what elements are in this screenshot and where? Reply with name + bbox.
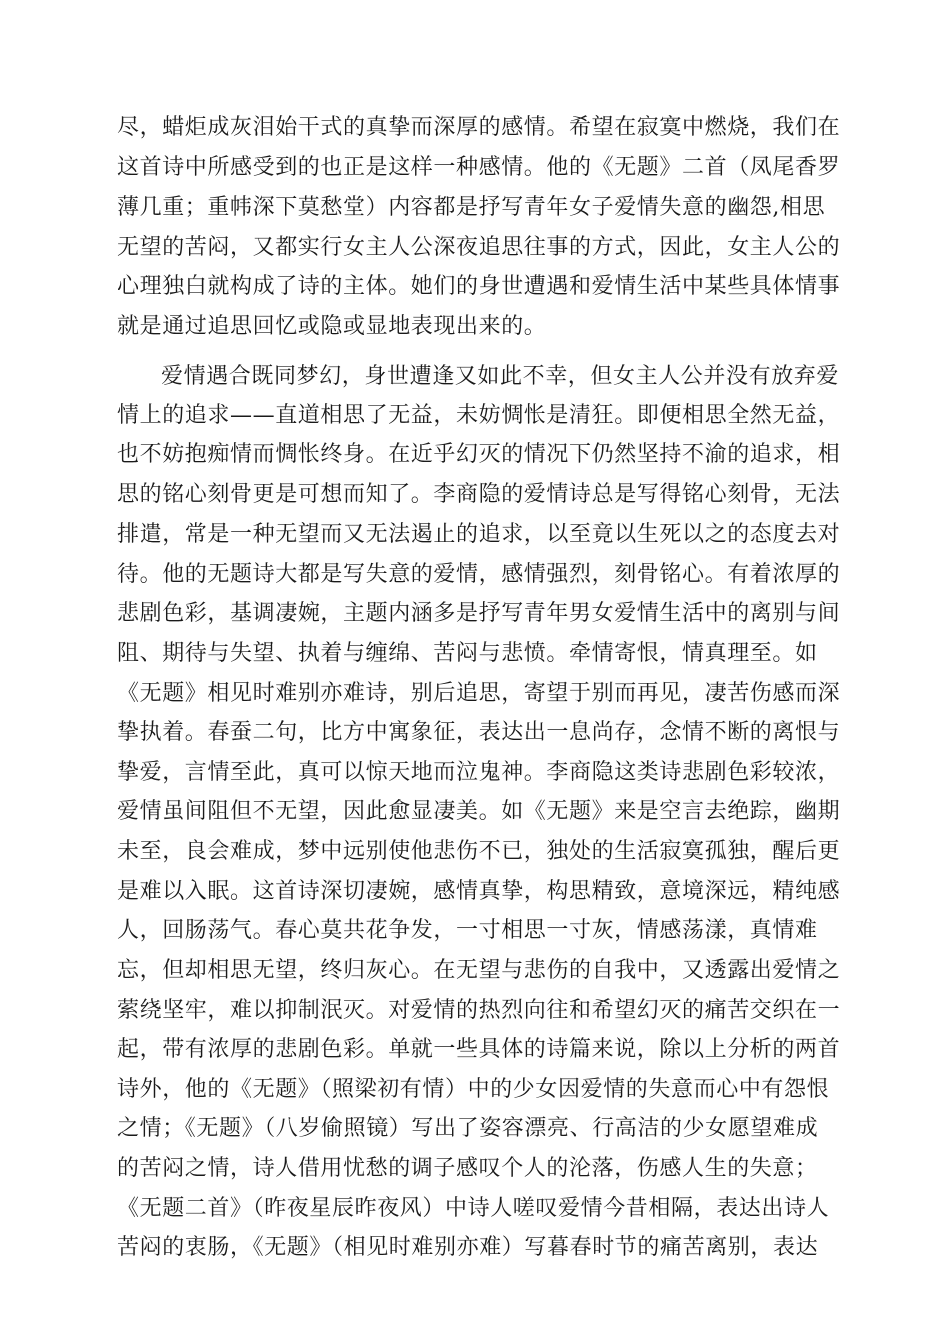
text-line: 起，带有浓厚的悲剧色彩。单就一些具体的诗篇来说，除以上分析的两首	[117, 1037, 841, 1062]
text-line: 《无题》相见时难别亦难诗，别后追思，寄望于别而再见，凄苦伤感而深	[117, 681, 841, 706]
text-line: 就是通过追思回忆或隐或显地表现出来的。	[117, 314, 547, 339]
text-line: 挚执着。春蚕二句，比方中寓象征，表达出一息尚存，念情不断的离恨与	[117, 720, 841, 745]
text-line: 《无题二首》（昨夜星辰昨夜风）中诗人嗟叹爱情今昔相隔，表达出诗人	[117, 1196, 830, 1221]
text-line: 的苦闷之情，诗人借用忧愁的调子感叹个人的沦落，伤感人生的失意；	[117, 1156, 818, 1181]
text-line: 情上的追求——直道相思了无益，未妨惆怅是清狂。即便相思全然无益，	[117, 403, 841, 428]
text-line: 诗外，他的《无题》（照梁初有情）中的少女因爱情的失意而心中有怨恨	[117, 1077, 830, 1102]
text-line: 薄几重；重帏深下莫愁堂）内容都是抒写青年女子爱情失意的幽怨,相思	[117, 195, 826, 220]
text-line: 苦闷的衷肠，《无题》（相见时难别亦难）写暮春时节的痛苦离别，表达	[117, 1235, 819, 1260]
text-line: 无望的苦闷，又都实行女主人公深夜追思往事的方式，因此，女主人公的	[117, 235, 841, 260]
text-line: 萦绕坚牢，难以抑制泯灭。对爱情的热烈向往和希望幻灭的痛苦交织在一	[117, 998, 841, 1023]
text-line: 也不妨抱痴情而惆怅终身。在近乎幻灭的情况下仍然坚持不渝的追求，相	[117, 442, 841, 467]
text-line: 未至，良会难成，梦中远别使他悲伤不已，独处的生活寂寞孤独，醒后更	[117, 839, 841, 864]
text-line: 爱情虽间阻但不无望，因此愈显凄美。如《无题》来是空言去绝踪，幽期	[117, 799, 841, 824]
text-line: 爱情遇合既同梦幻，身世遭逢又如此不幸，但女主人公并没有放弃爱	[161, 364, 840, 389]
text-line: 排遣，常是一种无望而又无法遏止的追求，以至竟以生死以之的态度去对	[117, 522, 841, 547]
text-line: 阻、期待与失望、执着与缠绵、苦闷与悲愤。牵情寄恨，情真理至。如	[117, 641, 818, 666]
text-line: 之情；《无题》（八岁偷照镜）写出了姿容漂亮、行高洁的少女愿望难成	[117, 1116, 819, 1141]
text-line: 思的铭心刻骨更是可想而知了。李商隐的爱情诗总是写得铭心刻骨，无法	[117, 482, 841, 507]
text-line: 是难以入眠。这首诗深切凄婉，感情真挚，构思精致，意境深远，精纯感	[117, 879, 841, 904]
text-line: 待。他的无题诗大都是写失意的爱情，感情强烈，刻骨铭心。有着浓厚的	[117, 562, 841, 587]
text-line: 这首诗中所感受到的也正是这样一种感情。他的《无题》二首（凤尾香罗	[117, 155, 841, 180]
text-line: 忘，但却相思无望，终归灰心。在无望与悲伤的自我中，又透露出爱情之	[117, 958, 841, 983]
text-line: 人，回肠荡气。春心莫共花争发，一寸相思一寸灰，情感荡漾，真情难	[117, 918, 818, 943]
text-line: 悲剧色彩，基调凄婉，主题内涵多是抒写青年男女爱情生活中的离别与间	[117, 601, 841, 626]
text-line: 挚爱，言情至此，真可以惊天地而泣鬼神。李商隐这类诗悲剧色彩较浓，	[117, 760, 841, 785]
text-line: 心理独白就构成了诗的主体。她们的身世遭遇和爱情生活中某些具体情事	[117, 274, 841, 299]
text-line: 尽，蜡炬成灰泪始干式的真挚而深厚的感情。希望在寂寞中燃烧，我们在	[117, 115, 841, 140]
